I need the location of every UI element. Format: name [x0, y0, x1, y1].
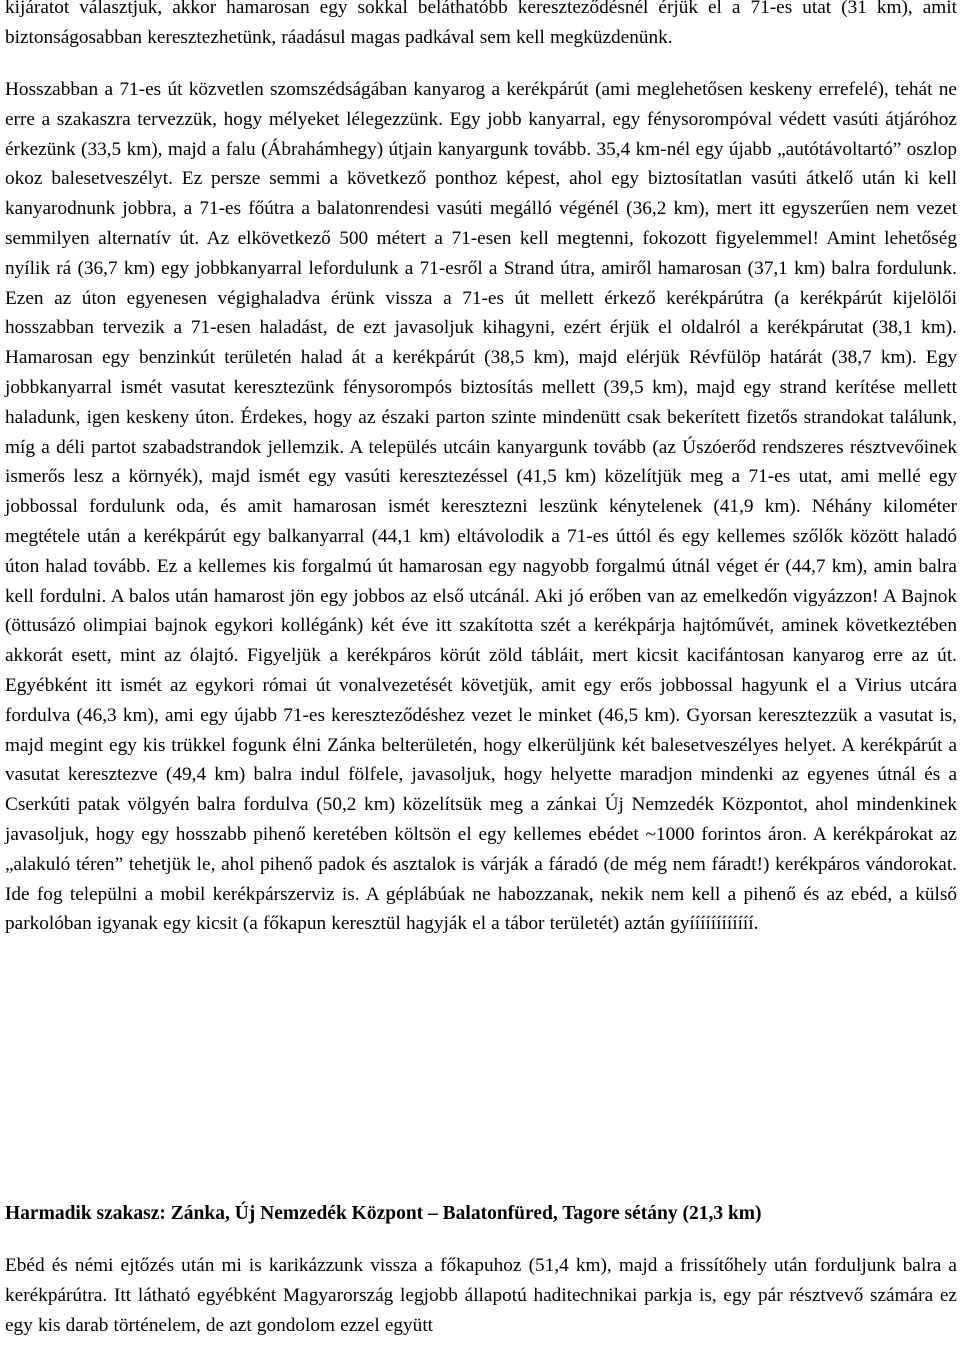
- section-heading: Harmadik szakasz: Zánka, Új Nemzedék Központ – Balatonfüred, Tagore sétány (21,3 km): [5, 1203, 762, 1224]
- paragraph-third-section-intro: Ebéd és némi ejtőzés után mi is karikázzunk vissza a főkapuhoz (51,4 km), majd a frissítőhely után forduljunk balra a kerékpárútra. Itt látható egyébként Magyarország legjobb állapotú haditechnikai parkja is, egy pár résztvevő számára ez egy kis darab történelem, de azt gondolom ezzel együtt: [5, 1255, 957, 1336]
- paragraph-continuation: kijáratot választjuk, akkor hamarosan egy sokkal beláthatóbb kereszteződésnél érjük el a 71-es utat (31 km), amit biztonságosabban keresztezhetünk, ráadásul magas padkával sem kell megküzdenünk.: [5, 0, 957, 48]
- paragraph-route-description: Hosszabban a 71-es út közvetlen szomszédságában kanyarog a kerékpárút (ami meglehetősen keskeny errefelé), tehát ne erre a szakaszra tervezzük, hogy mélyeket lélegezzünk. Egy jobb kanyarral, egy fénysorompóval védett vasúti átjáróhoz érkezünk (33,5 km), majd a falu (Ábrahámhegy) útjain kanyargunk tovább. 35,4 km-nél egy újabb „autótávoltartó” oszlop okoz balesetveszélyt. Ez persze semmi a következő ponthoz képest, ahol egy biztosítatlan vasúti átkelő után ki kell kanyarodnunk jobbra, a 71-es főútra a balatonrendesi vasúti megálló végénél (36,2 km), mert itt egyszerűen nem vezet semmilyen alternatív út. Az elkövetkező 500 métert a 71-esen kell megtenni, fokozott figyelemmel! Amint lehetőség nyílik rá (36,7 km) egy jobbkanyarral lefordulunk a 71-esről a Strand útra, amiről hamarosan (37,1 km) balra fordulunk. Ezen az úton egyenesen végighaladva érünk vissza a 71-es út mellett érkező kerékpárútra (a kerékpárút kijelölői hosszabban tervezik a 71-esen haladást, de ezt javasoljuk kihagyni, ezért érjük el oldalról a kerékpárutat (38,1 km). Hamarosan egy benzinkút területén halad át a kerékpárút (38,5 km), majd elérjük Révfülöp határát (38,7 km). Egy jobbkanyarral ismét vasutat keresztezünk fénysorompós biztosítás mellett (39,5 km), majd egy strand kerítése mellett haladunk, igen keskeny úton. Érdekes, hogy az északi parton szinte mindenütt csak bekerített fizetős strandokat találunk, míg a déli partot szabadstrandok jellemzik. A település utcáin kanyargunk tovább (az Úszóerőd rendszeres résztvevőinek ismerős lesz a környék), majd ismét egy vasúti keresztezéssel (41,5 km) közelítjük meg a 71-es utat, ami mellé egy jobbossal fordulunk oda, és amit hamarosan ismét keresztezni leszünk kénytelenek (41,9 km). Néhány kilométer megtétele után a kerékpárút egy balkanyarral (44,1 km) eltávolodik a 71-es úttól és egy kellemes szőlők között haladó úton halad tovább. Ez a kellemes kis forgalmú út hamarosan egy nagyobb forgalmú útnál véget ér (44,7 km), amin balra kell fordulni. A balos után hamarost jön egy jobbos az első utcánál. Aki jó erőben van az emelkedőn vigyázzon! A Bajnok (öttusázó olimpiai bajnok egykori kollégánk) két éve itt szakította szét a kerékpárja hajtóművét, aminek következtében akkorát esett, mint az ólajtó. Figyeljük a kerékpáros körút zöld tábláit, mert kicsit kacifántosan kanyarog erre az út. Egyébként itt ismét az egykori római út vonalvezetését követjük, amit egy erős jobbossal hagyunk el a Virius utcára fordulva (46,3 km), ami egy újabb 71-es kereszteződéshez vezet le minket (46,5 km). Gyorsan keresztezzük a vasutat is, majd megint egy kis trükkel fogunk élni Zánka belterületén, hogy elkerüljünk két balesetveszélyes helyet. A kerékpárút a vasutat keresztezve (49,4 km) balra indul fölfele, javasoljuk, hogy helyette maradjon mindenki az egyenes útnál és a Cserkúti patak völgyén balra fordulva (50,2 km) közelítsük meg a zánkai Új Nemzedék Központot, ahol mindenkinek javasoljuk, hogy egy hosszabb pihenő keretében költsön el egy kellemes ebédet ~1000 forintos áron. A kerékpárokat az „alakuló téren” tehetjük le, ahol pihenő padok és asztalok is várják a fáradó (de még nem fáradt!) kerékpáros vándorokat. Ide fog települni a mobil kerékpárszerviz is. A géplábúak ne habozzanak, nekik nem kell a pihenő és az ebéd, a külső parkolóban igyanak egy kicsit (a főkapun keresztül hagyják el a tábor területét) aztán gyíííííííííííí.: [5, 79, 957, 935]
